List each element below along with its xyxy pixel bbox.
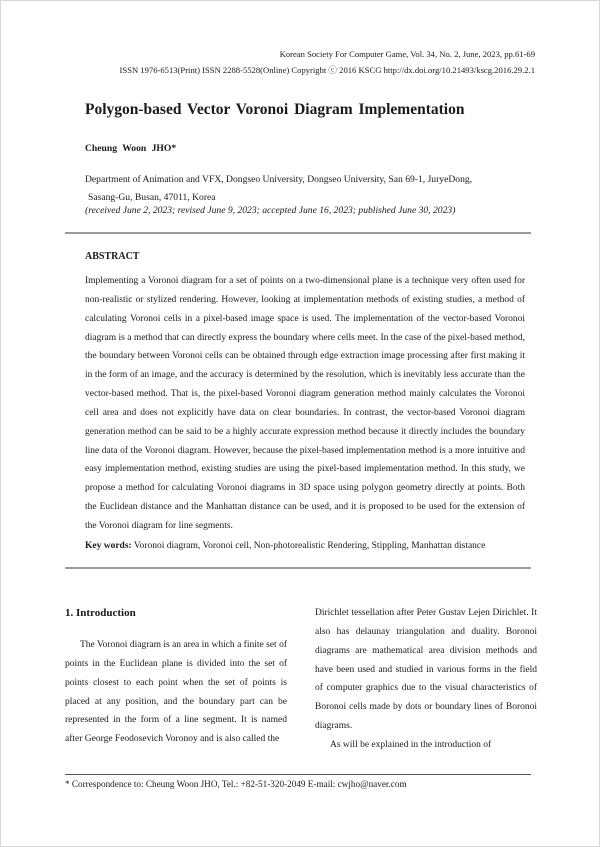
affiliation-line-1: Department of Animation and VFX, Dongseo University, Dongseo University, San 69-1, JuryeDong,	[85, 174, 473, 185]
abstract-bottom-rule	[65, 567, 531, 569]
keywords-list: Voronoi diagram, Voronoi cell, Non-photorealistic Rendering, Stippling, Manhattan distance	[133, 541, 486, 551]
abstract-top-rule	[65, 232, 531, 234]
affiliation-line-2: Sasang-Gu, Busan, 47011, Korea	[88, 192, 216, 203]
received-dates: (received June 2, 2023; revised June 9, 2023; accepted June 16, 2023; published June 30, 2023)	[85, 205, 456, 216]
running-header	[55, 46, 535, 78]
column-left	[65, 604, 287, 759]
footnote-rule	[65, 774, 531, 775]
abstract-heading: ABSTRACT	[85, 251, 140, 262]
correspondence-footnote: * Correspondence to: Cheung Woon JHO, Tel.: +82-51-320-2049 E-mail: cwjho@naver.com	[65, 779, 407, 789]
intro-paragraph-1: The Voronoi diagram is an area in which a finite set of points in the Euclidean plane is divided into the set of points closest to each point when the set of points is placed at any position, and the boundary part can be represented in the form of a line segment. It is named after George Feodosevich Voronoy and is also called the	[65, 640, 287, 745]
abstract-text: Implementing a Voronoi diagram for a set of points on a two-dimensional plane is a technique very often used for non-realistic or stylized rendering. However, looking at implementation methods of existing studies, a method of calculating Voronoi cells in a pixel-based image space is used. The implementation of the vector-based Voronoi diagram is a method that can directly express the boundary where cells meet. In the case of the pixel-based method, the boundary between Voronoi cells can be obtained through edge extraction image processing after first making it in the form of an image, and the accuracy is determined by the resolution, which is inevitably less accurate than the vector-based method. That is, the pixel-based Voronoi diagram generation method mainly calculates the Voronoi cell area and does not explicitly have data on clear boundaries. In contrast, the vector-based Voronoi diagram generation method can be said to be a highly accurate expression method because it directly includes the boundary line data of the Voronoi diagram. However, because the pixel-based implementation method is a more intuitive and easy implementation method, existing studies are using the pixel-based implementation method. In this study, we propose a method for calculating Voronoi diagrams in 3D space using polygon geometry directly at points. Both the Euclidean distance and the Manhattan distance can be used, and it is proposed to be used for the extension of the Voronoi diagram for line segments.	[85, 276, 525, 531]
intro-paragraph-2: Dirichlet tessellation after Peter Gustav Lejen Dirichlet. It also has delaunay triangulation and duality. Boronoi diagrams are mathematical area division methods and have been used and studied in various forms in the field of computer graphics due to the visual characteristics of Boronoi cells made by dots or boundary lines of Boronoi diagrams.	[315, 608, 537, 732]
keywords-label: Key words:	[85, 541, 132, 551]
keywords	[85, 541, 545, 551]
section-heading-introduction: 1. Introduction	[65, 607, 136, 619]
column-right	[315, 604, 537, 755]
issn-copyright: ISSN 1976-6513(Print) ISSN 2288-5528(Online) Copyright ⓒ 2016 KSCG http://dx.doi.org/10.21493/kscg.2016.29.2.1	[119, 65, 535, 75]
affiliation	[85, 171, 525, 207]
journal-info: Korean Society For Computer Game, Vol. 34, No. 2, June, 2023, pp.61-69	[279, 49, 535, 59]
paper-title: Polygon-based Vector Voronoi Diagram Implementation	[85, 101, 465, 118]
author-name: Cheung Woon JHO*	[85, 143, 177, 154]
intro-paragraph-3: As will be explained in the introduction of	[330, 739, 492, 750]
